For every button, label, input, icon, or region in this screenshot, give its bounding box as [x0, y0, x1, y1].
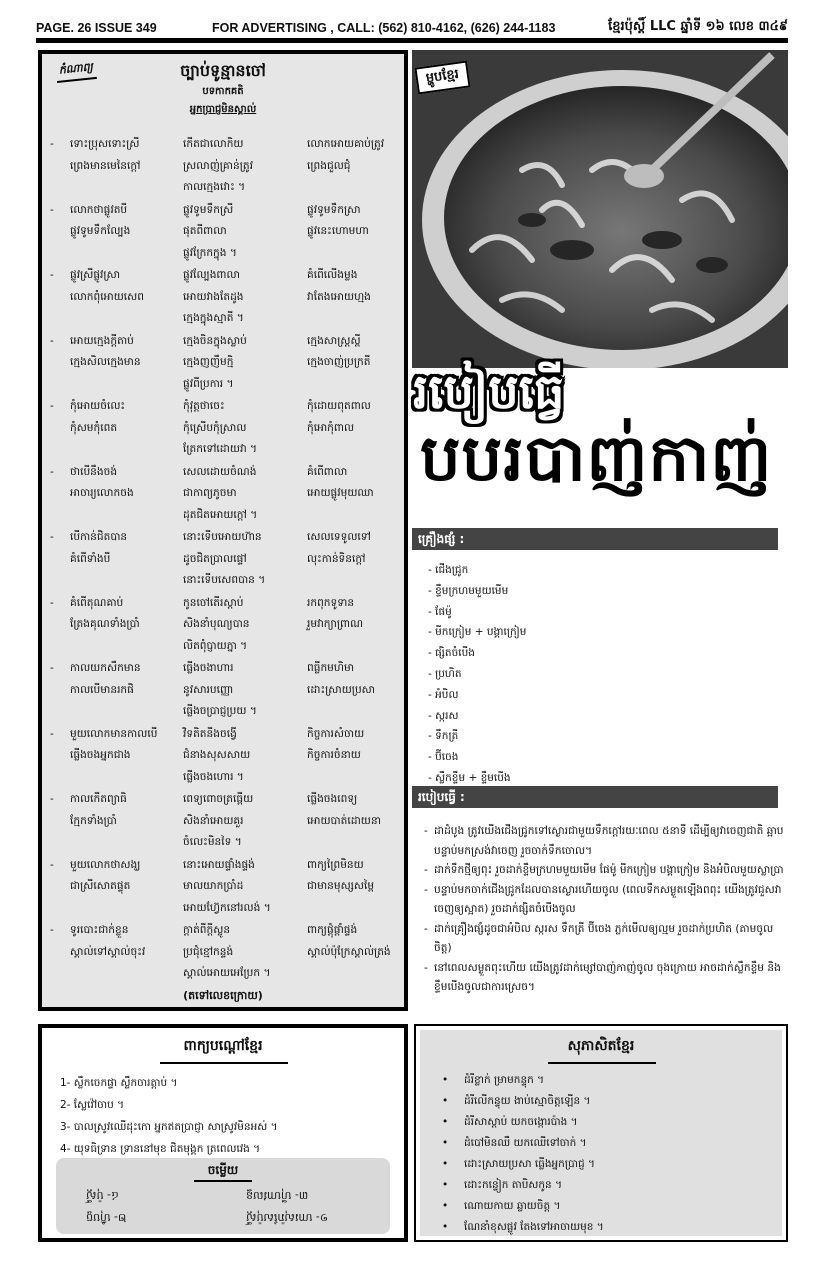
- step-bullet: -: [424, 864, 428, 876]
- poem-line: កុំដោយពុតពាល: [307, 400, 371, 412]
- stanza-bullet: -: [50, 531, 54, 543]
- poem-line: លោកអោយគាប់ត្រូវ: [307, 138, 385, 150]
- poem-line: ជាស្រីសោតផ្ទុត: [70, 880, 131, 892]
- poem-line: ស្គាល់ប៉ុក្រែស្គាល់ត្រង់: [307, 945, 391, 958]
- poem-line: កុំអោយចំលេះ: [70, 400, 126, 412]
- step-item: [424, 861, 784, 881]
- poem-line: ក្មែកទាំងប្រាំ: [70, 814, 117, 827]
- ingredient-item: [428, 560, 526, 581]
- step-item: [424, 920, 784, 959]
- poem-line: ក្មេងសិលក្មេងមាន: [70, 356, 141, 368]
- poem-line: លោកពុំអោយសេព: [70, 290, 144, 303]
- poem-line: ចំលេះមិនទៃ ។: [183, 836, 242, 848]
- poem-line: នោះទើបអោយហ៊ាន: [183, 531, 262, 543]
- poem-line: ពធ្លីកមហិមា: [307, 662, 355, 674]
- poem-line: ផ្លូវទូមទឹកល្បែង: [70, 225, 131, 237]
- ingredient-bullet: -: [428, 730, 436, 743]
- ingredient-item: [428, 747, 526, 768]
- photo-label: ម្ហូបខ្មែរ: [414, 60, 470, 94]
- poem-tag: កំណាព្យ: [55, 59, 97, 83]
- poem-line: អោយផ្លូវមុយឈា: [307, 487, 374, 499]
- poem-line: វាតែងអោយហ្មង: [307, 290, 371, 303]
- ingredient-bullet: -: [428, 564, 436, 576]
- poem-title: ច្បាប់ទូន្មានចៅ: [180, 61, 266, 80]
- sayings-title-underline: [548, 1062, 656, 1064]
- stanza-bullet: -: [50, 596, 54, 609]
- ingredient-text: ផ្សិតចំបើង: [435, 647, 475, 660]
- poem-line: ស្គាល់ទៅស្គាល់ចុះវ: [70, 945, 146, 958]
- poem-line: នោះទើបសេពបាន ។: [183, 574, 266, 586]
- ingredient-bullet: -: [428, 751, 436, 764]
- poem-line: នូវសារបញ្ញោ: [183, 683, 234, 696]
- poem-line: ធ្លើងចងហោរ ។: [183, 770, 244, 783]
- poem-line: គំពើលើងម្លង: [307, 269, 358, 281]
- poem-line: ផ្លូវពីប្រការ ។: [183, 377, 234, 390]
- poem-line: កុំអោកុំពាល: [307, 421, 355, 434]
- poem-line: ផ្លូវស្រីផ្លូវស្រា: [70, 269, 121, 281]
- ingredient-text: អំបិល: [435, 688, 459, 701]
- stanza-bullet: -: [50, 924, 54, 936]
- poem-line: ពេទ្យពោចត្រធ្ពើយ: [183, 793, 254, 805]
- poem-line: កាលបើមានរកផិ: [70, 683, 134, 696]
- poem-line: ផ្លូវទូមទឹកស្រា: [307, 203, 361, 216]
- saying-item: • ដំរីសាស្ដាប់ យកចង្កោរប៉ាង ។: [442, 1112, 604, 1133]
- poem-line: ព្រេងមានមេនៃក្ដៅ: [70, 159, 141, 172]
- poem-line: ធ្លើងចងាហារ: [183, 662, 234, 674]
- answer-item: ៣- ហ៊ីហាវលន្ទ: [246, 1189, 309, 1202]
- poem-line: ជាមានមុស្សសម្ពៃ: [307, 880, 375, 892]
- poem-line: លោកថាផ្លូវតបី: [70, 203, 128, 216]
- step-text: បន្ទាប់មកចាក់ជើងជ្រូកដែលបានស្ងោរហើយចូល (ពេលទឹកសម្ងួតឡើងពពុះ យើងត្រូវជួសវាចេញឲ្យស្អាត) រួចដាក់ផ្សិតចំបើងចូល: [434, 883, 782, 915]
- proverb-item: 1- ស្លឹកចេកផ្ទា ស្លឹកចារត្តាប់ ។: [60, 1077, 178, 1089]
- poem-line: អោយក្មេងក្ដីតាប់: [70, 334, 134, 347]
- step-text: ដាក់ទឹកថ្មីឲ្យពុះ រួចដាក់ខ្ទឹមក្រហមមួយមើម ផែម៉ូ មីកក្រៀម បង្គាក្រៀម និងអំបិលមួយស្លាប្រា: [434, 864, 784, 876]
- answer-item: ១- ហារសុរ៉ាសែប៉ុស្ដិ៍: [246, 1211, 329, 1224]
- saying-item: • ដោះកន្ទៀក តាបិសកូន ។: [442, 1175, 604, 1196]
- stanza-bullet: -: [50, 400, 54, 412]
- poem-line: មាលយាកប្រាំដ: [183, 880, 244, 892]
- ingredient-item: [428, 581, 526, 602]
- ingredient-text: ស្លឹកខ្ទឹម + ខ្ទឹមបើង: [435, 771, 511, 784]
- step-text: ដាដំបូង ត្រូវយើងជើងជ្រូកទៅស្ងោរជាមួយទឹកក្ដៅរយៈពេល ៥នាទី ដើម្បីឲ្យវាចេញជាតិ ឆ្អាប បន្ទាប់មកស្រង់វាចេញ រួចចាក់ទឹកចោល។: [434, 825, 784, 857]
- poem-subtitle: បទកាកគតិ: [202, 86, 244, 97]
- poem-line: ធ្លើងចប្រាជ្ញប្រយ ។: [183, 705, 257, 717]
- answer-box: [56, 1158, 390, 1234]
- poem-line: កាលក្មេងវោះ ។: [183, 181, 246, 193]
- stanza-bullet: -: [50, 858, 54, 871]
- ingredient-text: ប៊ីចេង: [435, 751, 459, 764]
- stanza-bullet: -: [50, 662, 54, 674]
- answer-title: ចម្លើយ: [207, 1163, 239, 1177]
- sayings-box: [414, 1024, 788, 1242]
- ingredient-text: ខ្ទឹមក្រហមមួយមើម: [435, 584, 509, 597]
- recipe-title-line2: បបរបាញ់កាញ់: [420, 421, 773, 496]
- steps-header-bar: [412, 786, 778, 808]
- saying-item: • ដំរីខ្លាក់ ម្រាមកន្ទុក ។: [442, 1070, 604, 1091]
- step-bullet: -: [424, 922, 428, 935]
- poem-line: ថាបើនឹងចង់: [70, 465, 118, 478]
- poem-line: ក្ដាត់ពីក្តីស្លូន: [183, 924, 231, 936]
- step-bullet: -: [424, 883, 428, 896]
- ingredient-item: [428, 726, 526, 747]
- proverbs-box: [38, 1024, 408, 1242]
- step-text: នៅពេលសម្ងួតពុះហើយ យើងត្រូវដាក់ម្សៅបាញ់កាញ់ចូល ចុងក្រោយ អាចដាក់ស្លឹកខ្ទឹម និងខ្ទឹមបើងចូលជាការស្រេច។: [434, 961, 781, 993]
- ingredient-bullet: -: [428, 626, 436, 639]
- poem-line: សេលដោយចំណង់: [183, 465, 257, 478]
- sayings-title: សុភាសិតខ្មែរ: [567, 1038, 635, 1054]
- poem-line: ប្រជុំខ្មៅកន្ទង់: [183, 945, 234, 958]
- step-text: ដាក់គ្រឿងផ្សំដូចជាអំបិល ស្ករស ទឹកត្រី ប៊ីចេង ភ្លក់មើលឲ្យល្មម រួចដាក់ប្រហិត (តាមចូលចិត្ត): [434, 922, 774, 954]
- stanza-bullet: -: [50, 793, 54, 805]
- poem-line: ក្មេងចិនក្នុងស្លាប់: [183, 334, 247, 347]
- ingredient-item: [428, 685, 526, 706]
- ingredient-bullet: -: [428, 605, 436, 618]
- poem-line: សិងនាំអោយគួរ: [183, 814, 244, 827]
- ingredient-item: [428, 664, 526, 685]
- answer-title-underline: [194, 1180, 252, 1182]
- poem-line: ទោះប្រុសទោះស្រី: [70, 138, 140, 150]
- poem-line: ផ្លូវនេះហោមហា: [307, 225, 369, 237]
- step-item: [424, 881, 784, 920]
- ingredient-item: [428, 622, 526, 643]
- poem-line: ដុតជិតអោយក្ដៅ ។: [183, 508, 258, 521]
- masthead: ខ្មែរប៉ុស្ដិ៍ LLC ឆ្នាំទី ១៦ លេខ ៣៤៩: [608, 19, 788, 34]
- poem-line: ស្គាល់អោយអេប្រែក ។: [183, 967, 271, 979]
- ingredient-text: ជើងជ្រូក: [435, 564, 469, 576]
- poem-line: លុះកាន់ទិនក្ដៅ: [307, 552, 366, 565]
- poem-line: កើតជាលោកិយ: [183, 138, 244, 150]
- poem-line: កិច្ចការចំនាយ: [307, 749, 361, 761]
- poem-line: ជាកាព្យភូចមា: [183, 487, 237, 499]
- poem-line: សិងនាំបុណ្យបាន: [183, 618, 250, 630]
- poem-author: អ្នកប្រាជ្ញមិនស្គាល់: [189, 104, 257, 115]
- poem-line: ធ្លើងចងពេទ្យ: [307, 793, 358, 805]
- proverbs-list: [60, 1072, 278, 1160]
- poem-line: កាលយកសឹកមាន: [70, 662, 141, 674]
- poem-line: បើកាន់ជិតបាន: [70, 531, 128, 543]
- poem-line: អោយបាត់ដោយនា: [307, 814, 381, 827]
- ingredient-item: [428, 706, 526, 727]
- proverbs-title-underline: [160, 1062, 288, 1064]
- proverb-item: 2- ស្លែវ៉ៅចាប ។: [60, 1099, 125, 1111]
- poem-line: គំពើទាំងបី: [70, 552, 111, 565]
- step-item: [424, 822, 784, 861]
- poem-line: ផ្លូវក្រែកក្នុង ។: [183, 246, 237, 259]
- ingredient-bullet: -: [428, 771, 436, 784]
- poem-line: ត្រែកទៅដោយវា ។: [183, 443, 258, 455]
- poem-line: ក្មេងញញឹមក្មិ: [183, 356, 234, 368]
- poem-line: កុំស្រើបកុំស្រាល: [183, 421, 247, 434]
- ingredient-text: ស្ករស: [435, 709, 459, 722]
- recipe-title-line1: របៀបធ្វើ: [413, 364, 565, 420]
- steps-header: របៀបធ្វើ :: [418, 790, 465, 804]
- steps-list: [424, 822, 784, 998]
- poem-line: ផ្លូវល្បែងពាលា: [183, 269, 240, 281]
- stanza-bullet: -: [50, 334, 54, 347]
- ingredient-text: ប្រហិត: [435, 667, 462, 680]
- answer-item: ២- ហ៊ុំបច្ច: [86, 1211, 127, 1224]
- ingredient-text: មីកក្រៀម + បង្គាក្រៀម: [435, 626, 527, 639]
- proverb-item: 3- បាលស្រូវឈើដុះកោ អ្នកឥតប្រាជ្ញា សាស្រូវមិនអស់ ។: [60, 1121, 278, 1133]
- poem-line: រួមវាក្យាព្រាណ: [307, 618, 364, 630]
- poem-line: លិតពុំប្ញាយភ្នា ។: [183, 639, 248, 652]
- poem-line: មួយលោកមានកាលបើ: [70, 727, 158, 740]
- header-rule: [36, 38, 788, 43]
- poem-line: កូនចៅតើរស្ដាប់: [183, 596, 244, 609]
- ingredient-item: [428, 602, 526, 623]
- stanza-bullet: -: [50, 138, 54, 150]
- ingredient-bullet: -: [428, 667, 436, 680]
- saying-item: • ដំបៅមិនឈឺ យកឈើទៅចាក់ ។: [442, 1133, 604, 1154]
- poem-line: ដូចជិតប្រាលផ្ទៅ: [183, 552, 247, 565]
- sayings-list: [442, 1070, 604, 1238]
- poem-line: ព្រេងជួលជុំ: [307, 159, 351, 172]
- answer-item: ៤- ប៉ុស្ដិ៍: [86, 1189, 119, 1202]
- poem-line: អាចារ្យលោកចង: [70, 487, 134, 499]
- saying-item: • ណែនាំខុសផ្លូវ តែងទៅអាចាយមុខ ។: [442, 1217, 604, 1238]
- ingredients-header-bar: [412, 528, 778, 550]
- poem-line: គំពើពាលា: [307, 465, 348, 478]
- poem-line: ក្មេងក្នុងស្មាតី ។: [183, 312, 244, 324]
- ingredients-list: [428, 560, 526, 789]
- ingredient-text: ទឹកត្រី: [435, 730, 459, 743]
- step-bullet: -: [424, 961, 428, 974]
- poem-line: ទូរបោះជាក់ខ្លួន: [70, 924, 129, 936]
- ingredient-bullet: -: [428, 584, 436, 597]
- ingredient-item: [428, 643, 526, 664]
- poem-line: ស្រលាញ់គ្រាន់ត្រូវ: [183, 159, 253, 172]
- poem-line: ជំនាងសុសសាយ: [183, 749, 251, 761]
- poem-line: ក្មេងចាញ់ប្រក្រតី: [307, 356, 371, 368]
- stanza-bullet: -: [50, 465, 54, 478]
- poem-line: អោយហ្វ៊ែកនៅរលង់ ។: [183, 901, 271, 914]
- saying-item: • ណោយកាយ ឆ្លាយចិត្ត ។: [442, 1196, 604, 1217]
- poem-line: ពាក្យផ្តុំផ្តាំផ្ទង់: [307, 924, 358, 936]
- poem-line: ធ្លើងចងអ្នកជាង: [70, 749, 131, 761]
- sayings-panel: [420, 1030, 782, 1236]
- poem-line: ត្រែងគុណទាំងប្រាំ: [70, 618, 140, 630]
- poem-line: ដោះស្រាយប្រសា: [307, 683, 376, 696]
- poem-line: មួយលោកថាសង្ឃ: [70, 858, 141, 871]
- poem-line: កុំវុត្តថាចេះ: [183, 400, 225, 412]
- poem-line: ពាក្យព្រៃមិនយ: [307, 858, 364, 871]
- dish-photo: [412, 50, 788, 368]
- ingredient-bullet: -: [428, 688, 436, 701]
- step-bullet: -: [424, 825, 428, 837]
- proverb-item: 4- យុទធិទ្រាន ទ្រាននៅមុខ ជិតមុង្គក ត្រពេលវេង ។: [60, 1143, 261, 1155]
- poem-line: ផ្លូវទូមទឹកស្រី: [183, 203, 234, 216]
- advertising-line: FOR ADVERTISING , CALL: (562) 810-4162, (626) 244-1183: [212, 21, 556, 35]
- poem-line: ផុតពីពាលា: [183, 225, 227, 237]
- stanza-bullet: -: [50, 269, 54, 281]
- poem-line: នោះអោយផ្ទាំងផ្ទង់: [183, 858, 255, 871]
- poem-line: វិទតិតនីងចង្វើ: [183, 727, 237, 740]
- poem-line: កិច្ចការសំចាយ: [307, 727, 365, 740]
- poem-line: សេលទេទូលទៅ: [307, 531, 371, 543]
- page-header: [36, 18, 788, 40]
- ingredient-bullet: -: [428, 647, 436, 660]
- proverbs-title: ពាក្យបណ្ដៅខ្មែរ: [183, 1038, 263, 1054]
- step-item: [424, 959, 784, 998]
- ingredient-bullet: -: [428, 709, 436, 722]
- poem-line: កុំសមកុំពេត: [70, 421, 118, 434]
- saying-item: • ដំរីលើកន្ទុយ ងាប់ស្មោចិត្តឡើន ។: [442, 1091, 604, 1112]
- stanza-bullet: -: [50, 203, 54, 216]
- poem-line: គំពើតុណគាប់: [70, 596, 124, 609]
- poem-line: ក្មេងសាស្រ្តស្ពី: [307, 334, 361, 347]
- ingredient-text: ផែម៉ូ: [435, 605, 452, 618]
- ingredients-header: គ្រឿងផ្សំ :: [418, 532, 465, 546]
- page-issue: PAGE. 26 ISSUE 349: [36, 21, 157, 35]
- poem-continued: (តទៅលេខក្រោយ): [183, 989, 263, 1002]
- stanza-bullet: -: [50, 727, 54, 740]
- poem-line: រកពុកទូទាន: [307, 596, 355, 609]
- poem-box: [38, 50, 408, 1011]
- poem-line: កាលកើតព្យាធិ: [70, 793, 127, 805]
- poem-line: អោយវាងតែដូង: [183, 290, 244, 303]
- saying-item: • ដោះស្រាយប្រសា ធ្លើងអ្នកប្រាជ្ញ ។: [442, 1154, 604, 1175]
